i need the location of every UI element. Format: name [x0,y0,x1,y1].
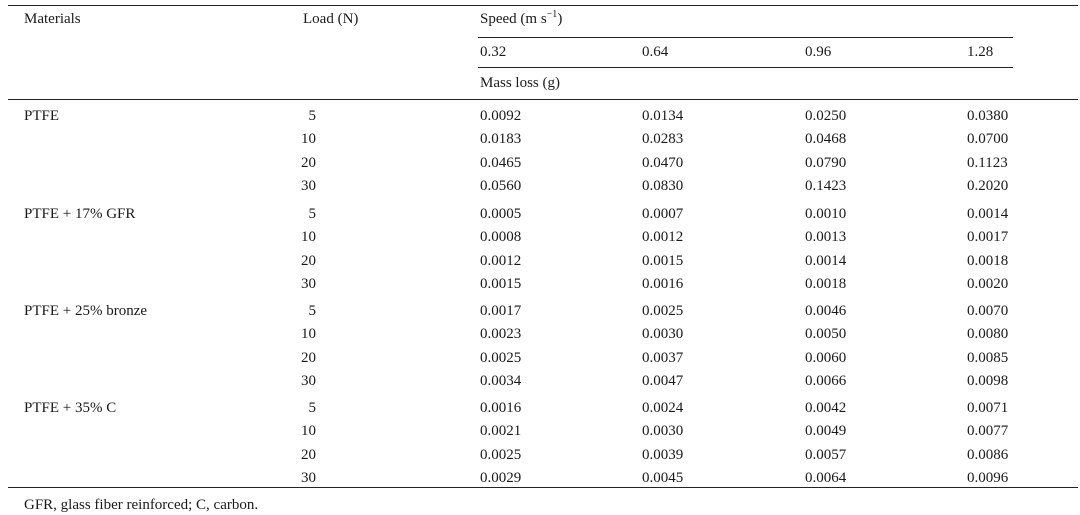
footnote: GFR, glass fiber reinforced; C, carbon. [24,497,259,513]
material-label: PTFE + 35% C [24,400,117,416]
header-materials: Materials [24,11,81,27]
mass-loss-cell: 0.0134 [642,108,684,124]
mass-loss-cell: 0.0013 [805,229,847,246]
load-cell: 30 [301,469,316,486]
mass-loss-cell: 0.0042 [805,400,847,416]
load-cell: 5 [308,303,316,319]
load-cell: 10 [301,326,316,343]
mass-loss-cell: 0.0018 [805,275,847,292]
mass-loss-cell: 0.0034 [480,372,522,389]
speed-value: 0.64 [642,44,669,60]
mass-loss-cell: 0.0025 [480,446,522,463]
mass-loss-cell: 0.0047 [642,372,684,389]
load-cell: 5 [308,108,316,124]
mass-loss-cell: 0.0018 [967,252,1009,269]
material-label: PTFE [24,108,60,124]
mass-loss-cell: 0.0098 [967,372,1009,389]
mass-loss-cell: 0.0050 [805,326,847,343]
mass-loss-cell: 0.0017 [967,229,1009,246]
mass-loss-cell: 0.0470 [642,154,684,171]
mass-loss-cell: 0.0025 [642,303,684,319]
mass-loss-cell: 0.0030 [642,326,684,343]
mass-loss-cell: 0.0012 [480,252,522,269]
mass-loss-cell: 0.0077 [967,423,1009,440]
mass-loss-cell: 0.0029 [480,469,522,486]
mass-loss-cell: 0.1423 [805,177,847,194]
header-mass-loss: Mass loss (g) [480,75,561,91]
top-rule [8,5,1078,6]
mass-loss-cell: 0.0465 [480,154,522,171]
load-cell: 20 [301,446,316,463]
mass-loss-cell: 0.0468 [805,131,847,148]
mass-loss-cell: 0.0066 [805,372,847,389]
header-load: Load (N) [303,11,359,27]
mass-loss-cell: 0.0020 [967,275,1009,292]
mass-loss-cell: 0.1123 [967,154,1008,171]
mass-loss-cell: 0.0700 [967,131,1009,148]
mass-loss-cell: 0.0039 [642,446,684,463]
material-label: PTFE + 25% bronze [24,303,148,319]
mass-loss-cell: 0.0096 [967,469,1009,486]
mass-loss-cell: 0.0049 [805,423,847,440]
speed-value: 0.32 [480,44,507,60]
mass-loss-cell: 0.0045 [642,469,684,486]
load-cell: 10 [301,229,316,246]
mass-loss-cell: 0.0030 [642,423,684,440]
mass-loss-cell: 0.0086 [967,446,1009,463]
load-cell: 10 [301,131,316,148]
mass-loss-cell: 0.0380 [967,108,1009,124]
mass-loss-cell: 0.0830 [642,177,684,194]
mass-loss-cell: 0.0070 [967,303,1009,319]
mass-loss-cell: 0.0023 [480,326,522,343]
mass-loss-cell: 0.0250 [805,108,847,124]
mass-loss-cell: 0.0085 [967,349,1009,366]
mass-loss-cell: 0.0016 [480,400,522,416]
mass-loss-cell: 0.0037 [642,349,684,366]
mass-loss-cell: 0.0024 [642,400,684,416]
mass-loss-cell: 0.0790 [805,154,847,171]
mass-loss-cell: 0.0007 [642,206,684,222]
mass-loss-cell: 0.0060 [805,349,847,366]
mass-loss-cell: 0.0015 [642,252,684,269]
speed-value: 0.96 [805,44,832,60]
mass-loss-cell: 0.0283 [642,131,684,148]
load-cell: 30 [301,177,316,194]
mass-loss-cell: 0.0015 [480,275,522,292]
bottom-rule [8,487,1078,488]
mass-loss-cell: 0.0012 [642,229,684,246]
mass-loss-cell: 0.0017 [480,303,522,319]
mass-loss-cell: 0.0014 [967,206,1009,222]
mass-loss-cell: 0.0005 [480,206,522,222]
load-cell: 10 [301,423,316,440]
mass-loss-cell: 0.0046 [805,303,847,319]
mass-loss-cell: 0.0064 [805,469,847,486]
speeds-rule [478,67,1013,68]
material-label: PTFE + 17% GFR [24,206,136,222]
load-cell: 5 [308,206,316,222]
load-cell: 30 [301,372,316,389]
mass-loss-cell: 0.0010 [805,206,847,222]
mass-loss-cell: 0.0014 [805,252,847,269]
load-cell: 20 [301,154,316,171]
mass-loss-cell: 0.0016 [642,275,684,292]
header-rule [8,99,1078,100]
mass-loss-cell: 0.0183 [480,131,522,148]
mass-loss-cell: 0.0057 [805,446,847,463]
mass-loss-cell: 0.0560 [480,177,522,194]
mass-loss-cell: 0.0080 [967,326,1009,343]
speed-rule [478,37,1013,38]
mass-loss-cell: 0.2020 [967,177,1009,194]
load-cell: 20 [301,349,316,366]
speed-value: 1.28 [967,44,994,60]
mass-loss-cell: 0.0008 [480,229,522,246]
load-cell: 5 [308,400,316,416]
mass-loss-cell: 0.0025 [480,349,522,366]
header-speed: Speed (m $s^{-1}$) [480,9,563,27]
mass-loss-cell: 0.0071 [967,400,1009,416]
mass-loss-cell: 0.0021 [480,423,522,440]
load-cell: 20 [301,252,316,269]
load-cell: 30 [301,275,316,292]
mass-loss-cell: 0.0092 [480,108,522,124]
